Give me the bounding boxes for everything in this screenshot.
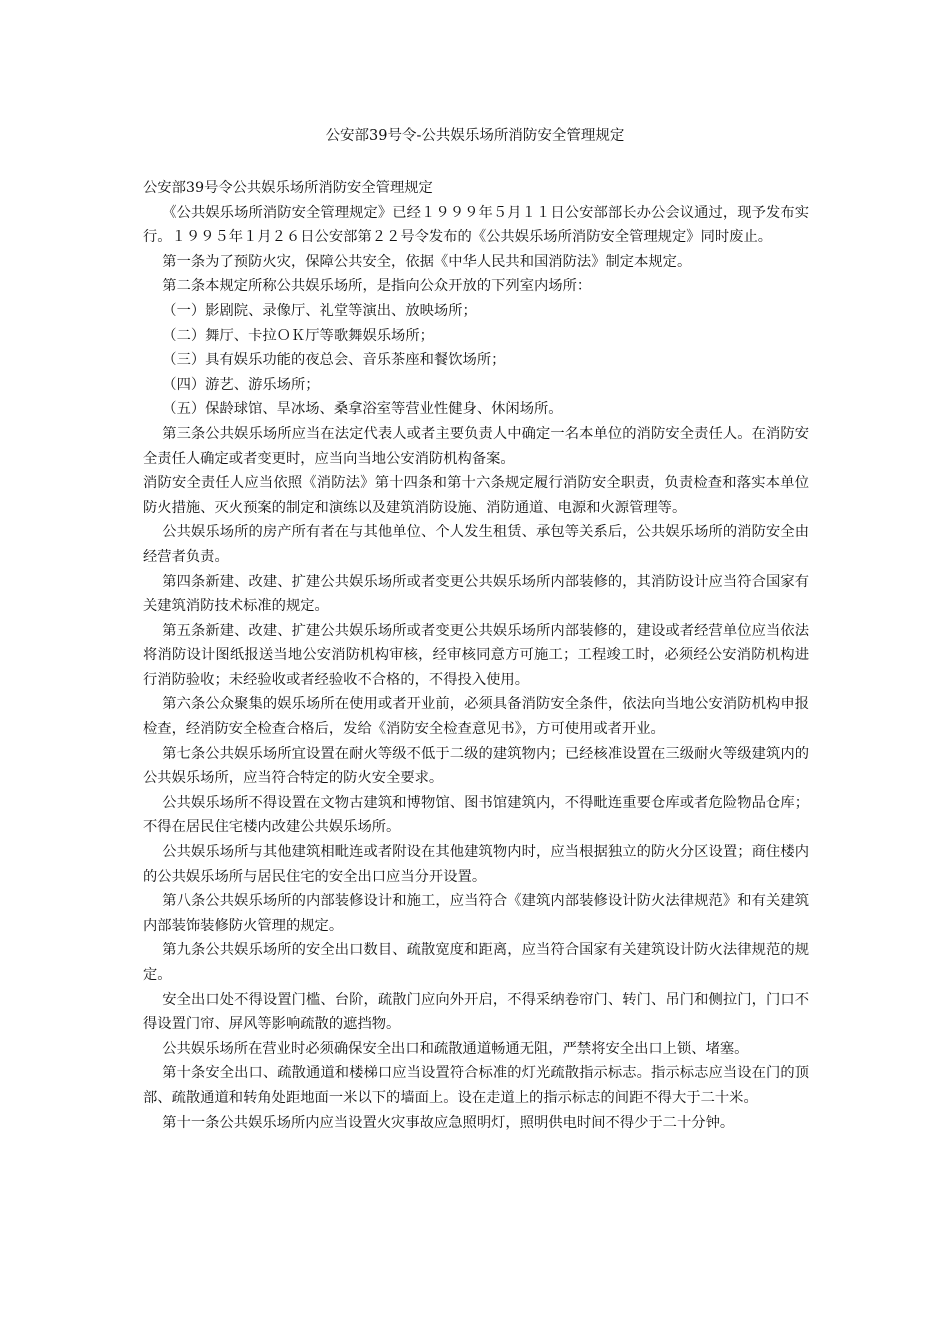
paragraph-article-3-duties: 消防安全责任人应当依照《消防法》第十四条和第十六条规定履行消防安全职责，负责检查和落实本单位防火措施、灭火预案的制定和演练以及建筑消防设施、消防通道、电源和火源管理等。 [143, 475, 809, 516]
paragraph-article-9-operation: 公共娱乐场所在营业时必须确保安全出口和疏散通道畅通无阻，严禁将安全出口上锁、堵塞。 [162, 1040, 749, 1057]
list-item-4: （四）游艺、游乐场所； [162, 376, 320, 393]
paragraph-article-5: 第五条新建、改建、扩建公共娱乐场所或者变更公共娱乐场所内部装修的，建设或者经营单位应当依法将消防设计图纸报送当地公安消防机构审核，经审核同意方可施工；工程竣工时，必须经公安消防机构进行消防验收；未经验收或者经验收不合格的，不得投入使用。 [143, 622, 809, 688]
paragraph-article-8: 第八条公共娱乐场所的内部装修设计和施工，应当符合《建筑内部装修设计防火法律规范》和有关建筑内部装饰装修防火管理的规定。 [143, 893, 809, 934]
paragraph-article-3: 第三条公共娱乐场所应当在法定代表人或者主要负责人中确定一名本单位的消防安全责任人。在消防安全责任人确定或者变更时，应当向当地公安消防机构备案。 [143, 425, 809, 467]
paragraph-article-7: 第七条公共娱乐场所宜设置在耐火等级不低于二级的建筑物内；已经核准设置在三级耐火等级建筑内的公共娱乐场所，应当符合特定的防火安全要求。 [143, 745, 809, 787]
paragraph-preamble: 《公共娱乐场所消防安全管理规定》已经１９９９年５月１１日公安部部长办公会议通过，现予发布实行。１９９５年１月２６日公安部第２２号令发布的《公共娱乐场所消防安全管理规定》同时废止。 [143, 204, 809, 246]
paragraph-article-7-adjacent: 公共娱乐场所与其他建筑相毗连或者附设在其他建筑物内时，应当根据独立的防火分区设置；商住楼内的公共娱乐场所与居民住宅的安全出口应当分开设置。 [143, 844, 809, 885]
paragraph-article-1: 第一条为了预防火灾，保障公共安全，依据《中华人民共和国消防法》制定本规定。 [162, 253, 692, 270]
paragraph-article-7-location: 公共娱乐场所不得设置在文物古建筑和博物馆、图书馆建筑内，不得毗连重要仓库或者危险物品仓库；不得在居民住宅楼内改建公共娱乐场所。 [143, 794, 809, 836]
list-item-5: （五）保龄球馆、旱冰场、桑拿浴室等营业性健身、休闲场所。 [162, 401, 563, 418]
list-item-2: （二）舞厅、卡拉ＯＫ厅等歌舞娱乐场所； [162, 327, 434, 344]
paragraph-article-11: 第十一条公共娱乐场所内应当设置火灾事故应急照明灯，照明供电时间不得少于二十分钟。 [162, 1114, 735, 1131]
paragraph-article-3-lease: 公共娱乐场所的房产所有者在与其他单位、个人发生租赁、承包等关系后，公共娱乐场所的消防安全由经营者负责。 [143, 524, 809, 565]
paragraph-article-6: 第六条公众聚集的娱乐场所在使用或者开业前，必须具备消防安全条件，依法向当地公安消防机构申报检查，经消防安全检查合格后，发给《消防安全检查意见书》，方可使用或者开业。 [143, 696, 809, 738]
document-title: 公安部39号令-公共娱乐场所消防安全管理规定 [325, 128, 625, 144]
paragraph-article-4: 第四条新建、改建、扩建公共娱乐场所或者变更公共娱乐场所内部装修的，其消防设计应当符合国家有关建筑消防技术标准的规定。 [143, 573, 809, 615]
list-item-1: （一）影剧院、录像厅、礼堂等演出、放映场所； [162, 302, 477, 319]
paragraph-article-9: 第九条公共娱乐场所的安全出口数目、疏散宽度和距离，应当符合国家有关建筑设计防火法律规范的规定。 [143, 942, 809, 983]
paragraph-article-9-exits: 安全出口处不得设置门槛、台阶，疏散门应向外开启，不得采纳卷帘门、转门、吊门和侧拉门，门口不得设置门帘、屏风等影响疏散的遮挡物。 [143, 991, 809, 1033]
document-heading: 公安部39号令公共娱乐场所消防安全管理规定 [143, 180, 433, 196]
document-body [143, 176, 809, 1135]
paragraph-article-10: 第十条安全出口、疏散通道和楼梯口应当设置符合标准的灯光疏散指示标志。指示标志应当设在门的顶部、疏散通道和转角处距地面一米以下的墙面上。设在走道上的指示标志的间距不得大于二十米。 [143, 1065, 809, 1106]
paragraph-article-2: 第二条本规定所称公共娱乐场所，是指向公众开放的下列室内场所： [162, 278, 592, 295]
list-item-3: （三）具有娱乐功能的夜总会、音乐茶座和餐饮场所； [162, 352, 506, 369]
